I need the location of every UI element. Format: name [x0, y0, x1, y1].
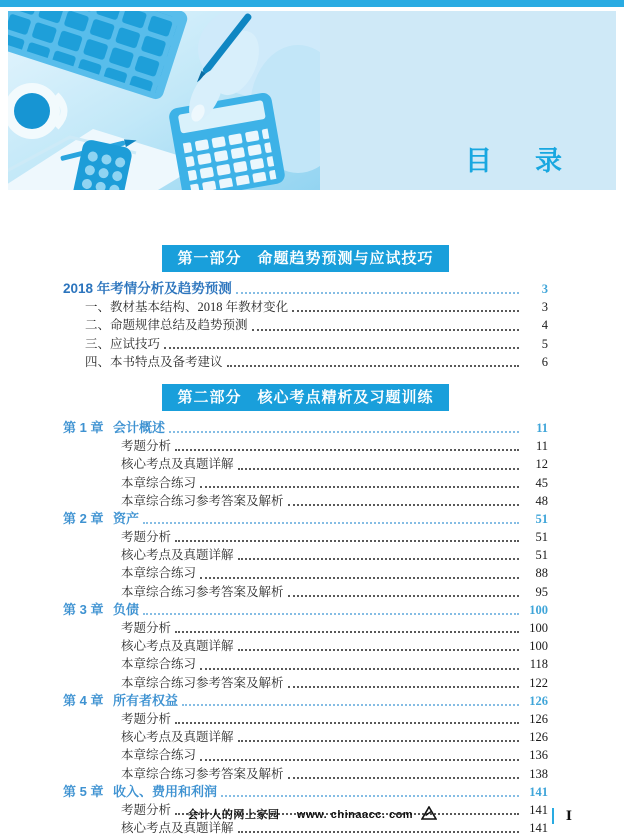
- toc-entry[interactable]: [63, 710, 548, 728]
- toc-entry-label: 考题分析: [121, 711, 172, 726]
- header: [8, 11, 616, 190]
- part2-heading: 第二部分 核心考点精析及习题训练: [162, 384, 448, 411]
- title-panel: [320, 11, 616, 190]
- toc-entry-chapter[interactable]: [63, 419, 548, 437]
- toc-entry-label: 本章综合练习参考答案及解析: [121, 493, 284, 508]
- toc-entry-chapter[interactable]: [63, 783, 548, 801]
- dotted-leader: [238, 740, 519, 742]
- dotted-leader: [175, 540, 519, 542]
- dotted-leader: [236, 292, 519, 294]
- chapter-number: 第 2 章: [63, 510, 104, 526]
- dotted-leader: [292, 310, 519, 312]
- dotted-leader: [288, 686, 519, 688]
- toc-entry-label: 本章综合练习参考答案及解析: [121, 766, 284, 781]
- dotted-leader: [200, 759, 519, 761]
- toc-entry[interactable]: [63, 746, 548, 764]
- toc-entry-label: 核心考点及真题详解: [121, 821, 234, 836]
- toc-entry-page: 141: [529, 821, 548, 836]
- part1-heading: 第一部分 命题趋势预测与应试技巧: [162, 245, 448, 272]
- toc-entry[interactable]: [63, 637, 548, 655]
- toc-entry-label: 核心考点及真题详解: [121, 457, 234, 472]
- dotted-leader: [238, 468, 519, 470]
- chapter-number: 第 5 章: [63, 783, 104, 799]
- toc-entry-label: 考题分析: [121, 621, 172, 635]
- part1-rows: [63, 280, 548, 371]
- toc-entry-page: 51: [535, 511, 548, 526]
- toc-entry[interactable]: [63, 455, 548, 473]
- toc-entry[interactable]: [63, 528, 548, 546]
- toc-entry-page: 141: [529, 784, 548, 799]
- chapter-number: 第 3 章: [63, 601, 104, 617]
- toc-entry-page: 95: [535, 584, 548, 599]
- page-title: 目 录: [465, 146, 570, 176]
- dotted-leader: [252, 329, 519, 331]
- dotted-leader: [200, 668, 519, 670]
- toc-entry-label: 四、本书特点及备考建议: [85, 354, 223, 369]
- footer-page-number: [552, 808, 572, 824]
- dotted-leader: [288, 777, 519, 779]
- toc-entry-page: 45: [535, 475, 548, 490]
- toc-entry-label: 本章综合练习: [121, 748, 197, 763]
- toc-entry-page: 122: [529, 675, 548, 690]
- footer-site-label: 会计人的网上家园: [187, 809, 280, 821]
- toc-entry-chapter[interactable]: [63, 510, 548, 528]
- toc-entry-page: 100: [529, 602, 548, 617]
- toc-entry[interactable]: [63, 335, 548, 353]
- toc-entry-page: 6: [541, 354, 548, 369]
- toc-entry-label: 本章综合练习: [121, 566, 197, 581]
- toc-entry[interactable]: [63, 492, 548, 510]
- toc-entry-label: 负债: [113, 601, 140, 617]
- toc-entry-label: 本章综合练习参考答案及解析: [121, 675, 284, 690]
- header-photo: [8, 11, 320, 190]
- toc-entry-page: 5: [541, 336, 548, 351]
- toc-entry[interactable]: [63, 474, 548, 492]
- toc-entry[interactable]: [63, 564, 548, 582]
- dotted-leader: [221, 795, 519, 797]
- toc-entry-page: 126: [529, 711, 548, 726]
- dotted-leader: [164, 347, 519, 349]
- dotted-leader: [288, 595, 519, 597]
- toc-entry-label: 核心考点及真题详解: [121, 639, 234, 654]
- toc-entry-page: 3: [541, 300, 548, 315]
- toc-entry-page: 12: [535, 457, 548, 472]
- toc-entry-page: 88: [535, 566, 548, 581]
- toc-entry[interactable]: [63, 437, 548, 455]
- dotted-leader: [200, 577, 519, 579]
- toc-entry[interactable]: [63, 298, 548, 316]
- table-of-contents: [63, 245, 548, 837]
- desk-scene-illustration: [8, 11, 320, 190]
- dotted-leader: [238, 649, 519, 651]
- toc-entry-label: 会计概述: [113, 419, 166, 435]
- toc-entry-page: 141: [529, 802, 548, 817]
- footer: [0, 802, 624, 824]
- toc-entry-page: 51: [535, 548, 548, 563]
- toc-entry-label: 2018 年考情分析及趋势预测: [63, 281, 232, 296]
- toc-entry[interactable]: [63, 674, 548, 692]
- toc-entry-label: 核心考点及真题详解: [121, 548, 234, 563]
- toc-entry-page: 11: [536, 420, 548, 435]
- dotted-leader: [288, 504, 519, 506]
- toc-entry-label: 考题分析: [121, 439, 172, 454]
- toc-entry-page: 51: [535, 530, 548, 545]
- toc-entry-label: 一、教材基本结构、2018 年教材变化: [85, 300, 289, 315]
- toc-entry[interactable]: [63, 765, 548, 783]
- toc-entry-page: 138: [529, 766, 548, 781]
- toc-entry-label: 本章综合练习: [121, 475, 197, 490]
- dotted-leader: [143, 613, 519, 615]
- toc-entry-page: 3: [541, 282, 548, 296]
- toc-entry-label: 所有者权益: [113, 692, 179, 708]
- top-accent-strip: [0, 0, 624, 7]
- dotted-leader: [227, 365, 519, 367]
- dotted-leader: [200, 486, 519, 488]
- toc-entry-page: 100: [529, 621, 548, 635]
- part2-rows: [63, 419, 548, 837]
- toc-entry[interactable]: [63, 546, 548, 564]
- toc-entry[interactable]: [63, 316, 548, 334]
- toc-entry-label: 三、应试技巧: [85, 336, 161, 351]
- toc-entry-part1-topic[interactable]: [63, 280, 548, 298]
- chapter-number: 第 4 章: [63, 692, 104, 708]
- toc-entry-label: 收入、费用和利润: [113, 783, 218, 799]
- toc-entry-label: 本章综合练习参考答案及解析: [121, 584, 284, 599]
- toc-entry-chapter[interactable]: [63, 692, 548, 710]
- toc-entry-label: 核心考点及真题详解: [121, 730, 234, 745]
- toc-entry-page: 100: [529, 639, 548, 654]
- toc-entry-label: 二、命题规律总结及趋势预测: [85, 318, 248, 333]
- toc-entry-page: 4: [541, 318, 548, 333]
- dotted-leader: [143, 522, 519, 524]
- toc-entry-label: 本章综合练习: [121, 657, 197, 672]
- dotted-leader: [175, 449, 519, 451]
- dotted-leader: [169, 431, 519, 433]
- toc-entry[interactable]: [63, 619, 548, 637]
- toc-entry-page: 48: [535, 493, 548, 508]
- chapter-number: 第 1 章: [63, 419, 104, 435]
- toc-entry-label: 资产: [113, 510, 140, 526]
- dotted-leader: [182, 704, 519, 706]
- dotted-leader: [175, 722, 519, 724]
- dotted-leader: [175, 631, 519, 633]
- toc-entry[interactable]: [63, 353, 548, 371]
- toc-entry-page: 118: [529, 657, 548, 672]
- chinaacc-logo-icon: [421, 806, 437, 820]
- toc-entry-label: 考题分析: [121, 802, 172, 817]
- dotted-leader: [238, 558, 519, 560]
- toc-entry[interactable]: [63, 728, 548, 746]
- toc-entry-page: 11: [535, 439, 548, 454]
- toc-entry-page: 136: [529, 748, 548, 763]
- toc-entry[interactable]: [63, 583, 548, 601]
- footer-site: [0, 806, 624, 822]
- toc-entry-page: 126: [529, 693, 548, 708]
- toc-entry-chapter[interactable]: [63, 601, 548, 619]
- footer-site-url[interactable]: www. chinaacc. com: [296, 809, 414, 821]
- page-number-value: Ⅰ: [565, 808, 572, 823]
- toc-entry[interactable]: [63, 655, 548, 673]
- page-number-accent-bar: [552, 808, 554, 824]
- toc-entry-label: 考题分析: [121, 530, 172, 545]
- dotted-leader: [238, 831, 519, 833]
- toc-entry-page: 126: [529, 730, 548, 745]
